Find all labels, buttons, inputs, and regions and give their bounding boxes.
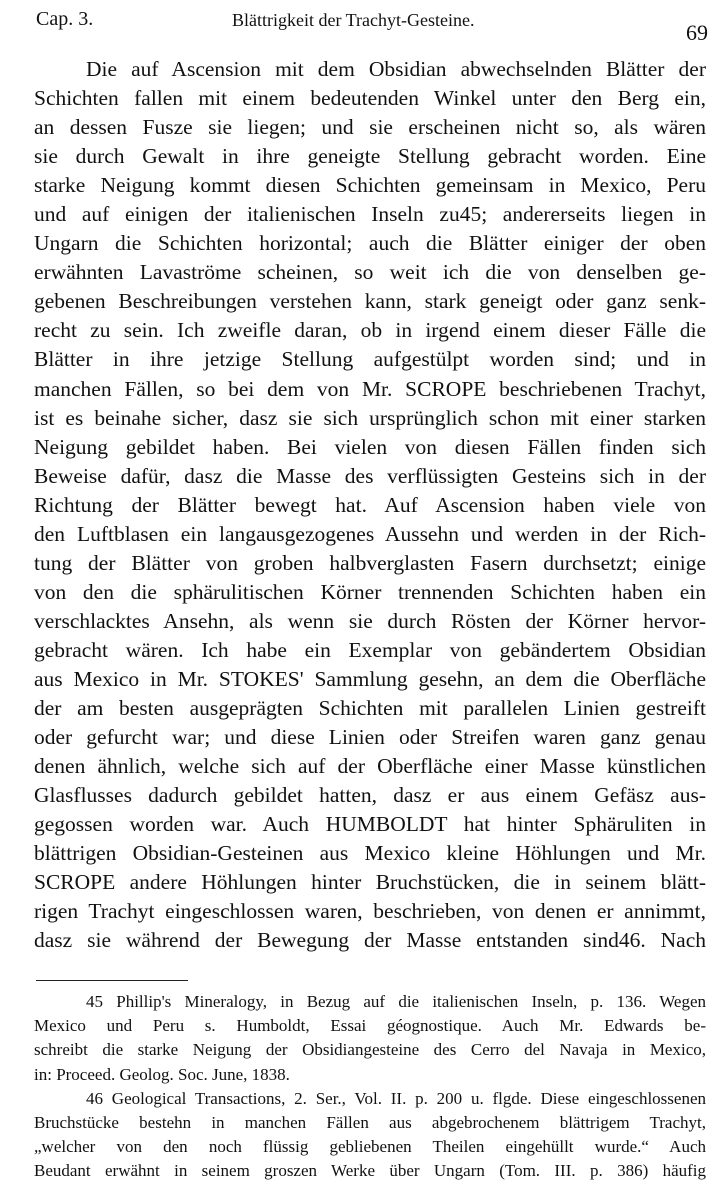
text-line: denen ähnlich, welche sich auf der Oberfläche einer Masse künstlichen xyxy=(34,754,706,779)
footnote-line: Beudant erwähnt in seinem groszen Werke über Ungarn (Tom. III. p. 386) häufig xyxy=(34,1161,706,1181)
text-line: erwähnten Lavaströme scheinen, so weit ich die von denselben ge- xyxy=(34,260,706,285)
footnote-rule xyxy=(36,980,188,981)
running-title: Blättrigkeit der Trachyt-Gesteine. xyxy=(232,10,475,30)
chapter-label: Cap. 3. xyxy=(36,8,94,30)
footnotes xyxy=(34,990,706,1184)
footnote-line: 46 Geological Transactions, 2. Ser., Vol. II. p. 200 u. flgde. Diese eingeschlossenen xyxy=(86,1088,706,1108)
text-line: von den die sphärulitischen Körner trennenden Schichten haben ein xyxy=(34,579,706,604)
text-line: an dessen Fusze sie liegen; und sie erscheinen nicht so, als wären xyxy=(34,115,706,140)
text-line: Schichten fallen mit einem bedeutenden Winkel unter den Berg ein, xyxy=(34,86,706,111)
text-line: ist es beinahe sicher, dasz sie sich ursprünglich schon mit einer starken xyxy=(34,405,706,430)
text-line: oder gefurcht war; und diese Linien oder Streifen waren ganz genau xyxy=(34,725,706,750)
text-line: Die auf Ascension mit dem Obsidian abwechselnden Blätter der xyxy=(86,57,706,81)
text-line: verschlacktes Ansehn, als wenn sie durch Rösten der Körner hervor- xyxy=(34,608,706,633)
text-line: der am besten ausgeprägten Schichten mit parallelen Linien gestreift xyxy=(34,696,706,721)
text-line: Blätter in ihre jetzige Stellung aufgestülpt worden sind; und in xyxy=(34,347,706,372)
text-line: starke Neigung kommt diesen Schichten gemeinsam in Mexico, Peru xyxy=(34,173,706,198)
running-header xyxy=(36,6,708,45)
text-line: gebracht wären. Ich habe ein Exemplar von gebändertem Obsidian xyxy=(34,637,706,662)
text-line: Glasflusses dadurch gebildet hatten, dasz er aus einem Gefäsz aus- xyxy=(34,783,706,808)
text-line: sie durch Gewalt in ihre geneigte Stellung gebracht worden. Eine xyxy=(34,144,706,169)
text-line: rigen Trachyt eingeschlossen waren, beschrieben, von denen er annimmt, xyxy=(34,899,706,924)
text-line: manchen Fällen, so bei dem von Mr. SCROPE beschriebenen Trachyt, xyxy=(34,376,706,401)
text-line: recht zu sein. Ich zweifle daran, ob in irgend einem dieser Fälle die xyxy=(34,318,706,343)
footnote-line: 45 Phillip's Mineralogy, in Bezug auf die italienischen Inseln, p. 136. Wegen xyxy=(86,992,706,1011)
text-line: den Luftblasen ein langausgezogenes Aussehn und werden in der Rich- xyxy=(34,521,706,546)
footnote-line: in: Proceed. Geolog. Soc. June, 1838. xyxy=(34,1064,290,1084)
page-number: 69 xyxy=(686,20,708,45)
text-line: Richtung der Blätter bewegt hat. Auf Ascension haben viele von xyxy=(34,492,706,517)
footnote-line: „welcher von den noch flüssig gebliebenen Theilen eingehüllt wurde.“ Auch xyxy=(34,1137,706,1157)
text-line: Neigung gebildet haben. Bei vielen von diesen Fällen finden sich xyxy=(34,434,706,459)
text-line: blättrigen Obsidian-Gesteinen aus Mexico kleine Höhlungen und Mr. xyxy=(34,841,706,866)
text-line: tung der Blätter von groben halbverglasten Fasern durchsetzt; einige xyxy=(34,550,706,575)
footnote-line: Bruchstücke bestehn in manchen Fällen aus abgebrochenem blättrigem Trachyt, xyxy=(34,1112,706,1132)
text-line: aus Mexico in Mr. STOKES' Sammlung gesehn, an dem die Oberfläche xyxy=(34,666,706,691)
footnote-line: Mexico und Peru s. Humboldt, Essai géognostique. Auch Mr. Edwards be- xyxy=(34,1016,706,1036)
text-line: und auf einigen der italienischen Inseln zu45; andererseits liegen in xyxy=(34,202,706,227)
text-line: gegossen worden war. Auch HUMBOLDT hat hinter Sphäruliten in xyxy=(34,812,706,837)
footnote-line: schreibt die starke Neigung der Obsidiangesteine des Cerro del Navaja in Mexico, xyxy=(34,1040,706,1060)
text-line: dasz sie während der Bewegung der Masse entstanden sind46. Nach xyxy=(34,928,706,953)
text-line: gebenen Beschreibungen verstehen kann, stark geneigt oder ganz senk- xyxy=(34,289,706,314)
body-text xyxy=(34,55,706,955)
text-line: Beweise dafür, dasz die Masse des verflüssigten Gesteins sich in der xyxy=(34,463,706,488)
text-line: SCROPE andere Höhlungen hinter Bruchstücken, die in seinem blätt- xyxy=(34,870,706,895)
text-line: Ungarn die Schichten horizontal; auch die Blätter einiger der oben xyxy=(34,231,706,256)
